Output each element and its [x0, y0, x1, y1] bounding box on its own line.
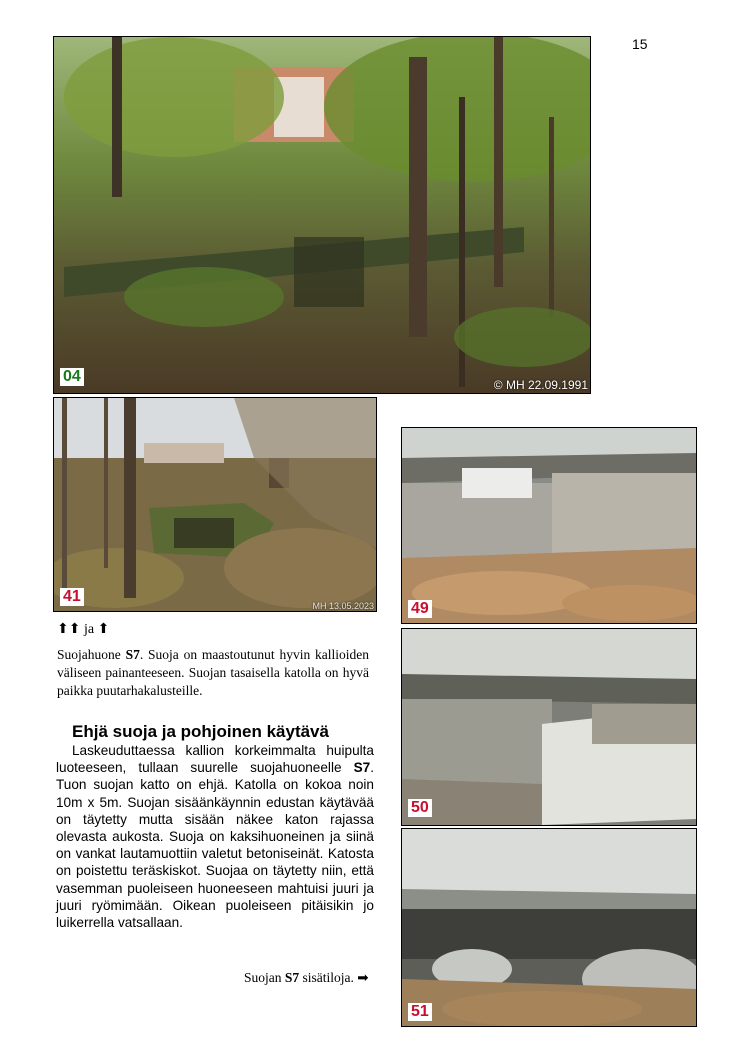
photo-number-label: 41 — [60, 588, 84, 606]
footnote-bold: S7 — [284, 970, 300, 985]
caption-text: . Suoja on maastoutunut hyvin kallioiden väliseen painanteeseen. Suojan tasaisella katolla on hyvä paikka puutarhakalusteille. — [57, 647, 369, 698]
forest-landscape-image — [54, 37, 590, 393]
footnote — [244, 970, 369, 986]
photo-copyright: MH 13.05.2023 — [312, 601, 374, 611]
shelter-interior-image — [402, 428, 696, 623]
shelter-exterior-image — [54, 398, 376, 611]
caption-text: Suojahuone — [57, 647, 126, 662]
section-body — [56, 742, 374, 931]
photo-number-label: 49 — [408, 600, 432, 618]
shelter-interior-image — [402, 829, 696, 1026]
page-number: 15 — [632, 36, 648, 52]
shelter-interior-image — [402, 629, 696, 825]
photo-copyright: © MH 22.09.1991 — [493, 378, 588, 392]
photo-caption — [57, 646, 369, 700]
photo-number-label: 04 — [60, 368, 84, 386]
photo-49 — [401, 427, 697, 624]
caption-arrows: ⬆⬆ ja ⬆ — [57, 622, 110, 637]
photo-51 — [401, 828, 697, 1027]
body-paragraph — [56, 742, 374, 931]
caption-bold: S7 — [125, 647, 140, 662]
photo-41 — [53, 397, 377, 612]
footnote-text: Suojan — [244, 970, 285, 985]
photo-04 — [53, 36, 591, 394]
footnote-text: sisätiloja. ➡ — [299, 970, 369, 985]
section-heading: Ehjä suoja ja pohjoinen käytävä — [72, 722, 329, 741]
photo-number-label: 51 — [408, 1003, 432, 1021]
photo-number-label: 50 — [408, 799, 432, 817]
body-bold: S7 — [353, 760, 371, 776]
body-text: Laskeuduttaessa kallion korkeimmalta huipulta luoteeseen, tullaan suurelle suojahuoneelle — [56, 743, 374, 776]
photo-50 — [401, 628, 697, 826]
body-text: . Tuon suojan katto on ehjä. Katolla on kokoa noin 10m x 5m. Suojan sisäänkäynnin edustan käytävää on täytetty mutta sisään näkee katon rajassa olevasta aukosta. Suoja on kaksihuoneinen ja siinä on vankat lautamuottiin valetut betoniseinät. Katosta on poistettu teräskiskot. Suojaa on täytetty niin, että vasemman puoleiseen huoneeseen mahtuisi juuri ja juuri ryömimään. Oikean puoleiseen pitäisikin jo luikerrella vatsallaan. — [56, 760, 374, 931]
